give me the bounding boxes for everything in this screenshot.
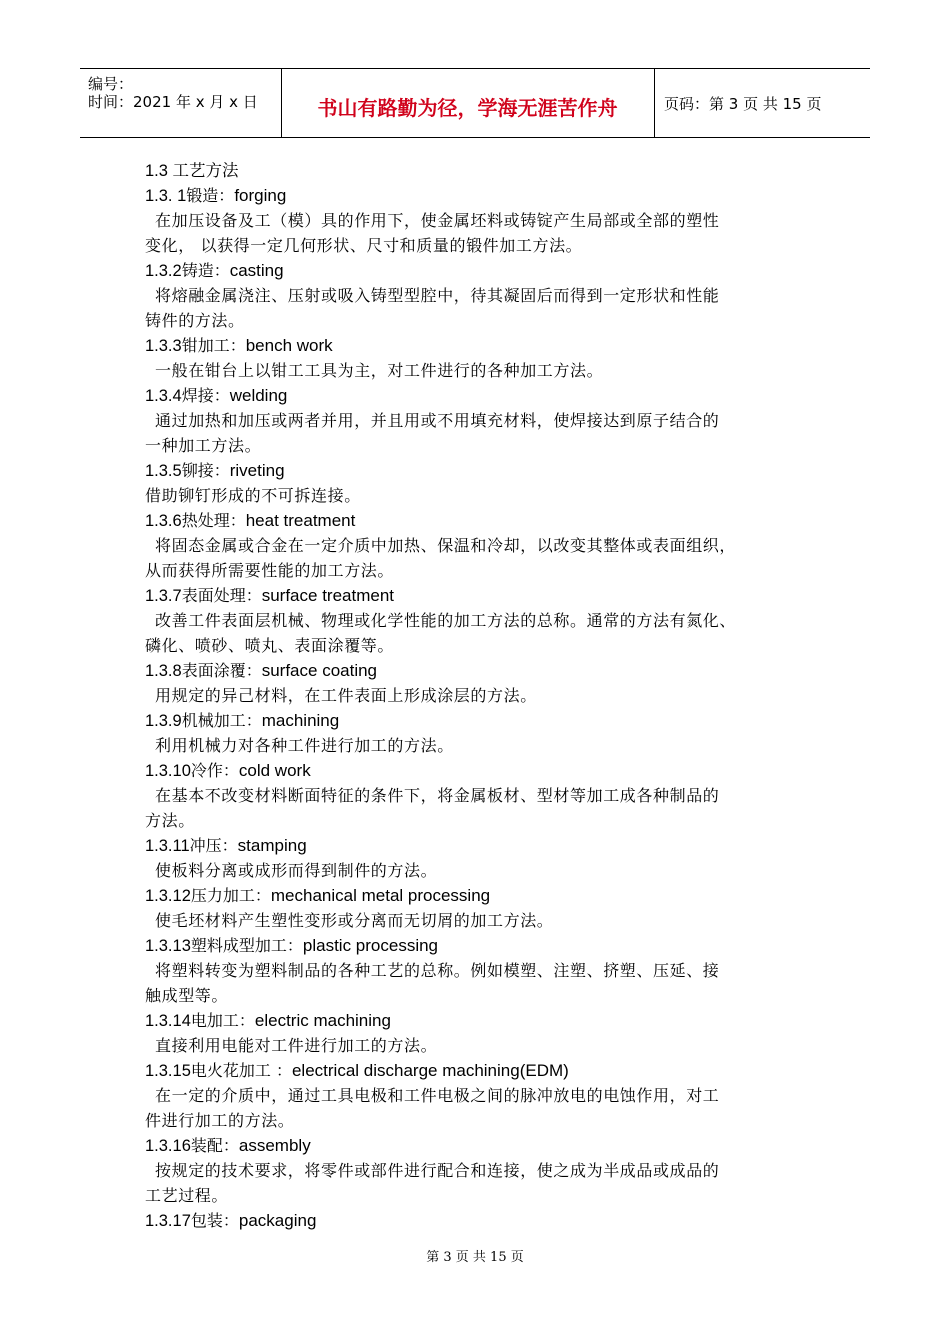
term-number: 1.3.17 [145, 1212, 191, 1230]
term-description-line: 铸件的方法。 [145, 311, 245, 330]
term-heading [145, 708, 825, 733]
term-chinese-name: 机械加工： [181, 711, 262, 730]
term-chinese-name: 铆接： [181, 461, 230, 480]
term-english-name: surface coating [261, 661, 378, 680]
term-english-name: assembly [238, 1136, 311, 1155]
term-chinese-name: 表面涂覆： [181, 661, 262, 680]
term-number: 1.3.11 [145, 837, 190, 855]
term-description-line: 磷化、喷砂、喷丸、表面涂覆等。 [145, 636, 395, 655]
document-body [145, 158, 825, 1233]
term-heading [145, 1208, 825, 1233]
term-heading [145, 758, 825, 783]
term-number: 1.3.2 [145, 262, 182, 280]
term-number: 1.3.6 [145, 512, 182, 530]
term-description-line: 使毛坯材料产生塑性变形或分离而无切屑的加工方法。 [155, 911, 554, 930]
term-chinese-name: 电加工： [190, 1011, 255, 1030]
term-description-line: 触成型等。 [145, 986, 229, 1005]
term-description-line: 在一定的介质中，通过工具电极和工件电极之间的脉冲放电的电蚀作用，对工 [155, 1086, 720, 1105]
term-english-name: packaging [238, 1211, 317, 1230]
term-description-line: 在基本不改变材料断面特征的条件下，将金属板材、型材等加工成各种制品的 [155, 786, 720, 805]
term-chinese-name: 焊接： [181, 386, 230, 405]
term-english-name: heat treatment [245, 511, 356, 530]
term-description-line: 利用机械力对各种工件进行加工的方法。 [155, 736, 454, 755]
term-description-line: 将熔融金属浇注、压射或吸入铸型型腔中，待其凝固后而得到一定形状和性能 [155, 286, 720, 305]
term-heading [145, 1133, 825, 1158]
term-english-name: surface treatment [261, 586, 394, 605]
term-english-name: bench work [245, 336, 333, 355]
page-header [80, 68, 870, 138]
term-description-line: 通过加热和加压或两者并用，并且用或不用填充材料，使焊接达到原子结合的 [155, 411, 720, 430]
term-chinese-name: 电火花加工 ： [190, 1061, 292, 1080]
term-english-name: forging [234, 186, 287, 205]
term-chinese-name: 钳加工： [181, 336, 246, 355]
term-number: 1.3.5 [145, 462, 182, 480]
term-english-name: stamping [237, 836, 307, 855]
term-chinese-name: 冲压： [189, 836, 238, 855]
term-english-name: casting [229, 261, 284, 280]
term-number: 1.3.7 [145, 587, 182, 605]
term-english-name: welding [229, 386, 288, 405]
term-description-line: 将塑料转变为塑料制品的各种工艺的总称。例如模塑、注塑、挤塑、压延、接 [155, 961, 720, 980]
term-number: 1.3.3 [145, 337, 182, 355]
term-chinese-name: 压力加工： [190, 886, 271, 905]
term-chinese-name: 锻造： [186, 186, 235, 205]
term-number: 1.3.16 [145, 1137, 191, 1155]
term-chinese-name: 冷作： [190, 761, 239, 780]
term-number: 1.3. 1 [145, 187, 187, 205]
term-description-line: 借助铆钉形成的不可拆连接。 [145, 486, 361, 505]
term-number: 1.3.9 [145, 712, 182, 730]
term-heading [145, 833, 825, 858]
header-motto-cell [281, 69, 655, 137]
term-heading [145, 883, 825, 908]
header-page-label: 页码：第 3 页 共 15 页 [664, 95, 822, 113]
term-number: 1.3.10 [145, 762, 191, 780]
term-heading [145, 1058, 825, 1083]
section-title-text: 1.3 工艺方法 [145, 162, 239, 180]
header-motto: 书山有路勤为径，学海无涯苦作舟 [317, 96, 618, 120]
term-chinese-name: 塑料成型加工： [190, 936, 303, 955]
term-chinese-name: 表面处理： [181, 586, 262, 605]
term-description-line: 一般在钳台上以钳工工具为主，对工件进行的各种加工方法。 [155, 361, 604, 380]
header-info-cell [80, 69, 282, 137]
document-number-label: 编号： [88, 75, 134, 93]
term-description-line: 将固态金属或合金在一定介质中加热、保温和冷却，以改变其整体或表面组织， [155, 536, 737, 555]
term-heading [145, 458, 825, 483]
term-heading [145, 333, 825, 358]
term-number: 1.3.13 [145, 937, 191, 955]
term-number: 1.3.14 [145, 1012, 191, 1030]
term-heading [145, 383, 825, 408]
document-date-label: 时间：2021 年 x 月 x 日 [88, 93, 258, 111]
term-number: 1.3.12 [145, 887, 191, 905]
term-number: 1.3.4 [145, 387, 182, 405]
term-description-line: 直接利用电能对工件进行加工的方法。 [155, 1036, 438, 1055]
term-description-line: 工艺过程。 [145, 1186, 229, 1205]
term-description-line: 变化， 以获得一定几何形状、尺寸和质量的锻件加工方法。 [145, 236, 583, 255]
term-english-name: cold work [238, 761, 311, 780]
term-chinese-name: 包装： [190, 1211, 239, 1230]
term-heading [145, 583, 825, 608]
term-description-line: 在加压设备及工（模）具的作用下，使金属坯料或铸锭产生局部或全部的塑性 [155, 211, 720, 230]
term-english-name: plastic processing [302, 936, 439, 955]
term-english-name: riveting [229, 461, 285, 480]
term-english-name: mechanical metal processing [270, 886, 491, 905]
term-heading [145, 658, 825, 683]
term-number: 1.3.8 [145, 662, 182, 680]
header-page-cell [655, 69, 870, 137]
term-heading [145, 933, 825, 958]
term-english-name: electric machining [254, 1011, 391, 1030]
term-english-name: machining [261, 711, 340, 730]
term-chinese-name: 热处理： [181, 511, 246, 530]
term-description-line: 从而获得所需要性能的加工方法。 [145, 561, 395, 580]
term-english-name: electrical discharge machining(EDM) [291, 1061, 569, 1080]
term-heading [145, 258, 825, 283]
term-description-line: 用规定的异己材料，在工件表面上形成涂层的方法。 [155, 686, 537, 705]
term-description-line: 方法。 [145, 811, 195, 830]
section-title [145, 158, 825, 183]
term-description-line: 改善工件表面层机械、物理或化学性能的加工方法的总称。通常的方法有氮化、 [155, 611, 737, 630]
term-description-line: 按规定的技术要求，将零件或部件进行配合和连接，使之成为半成品或成品的 [155, 1161, 720, 1180]
term-chinese-name: 装配： [190, 1136, 239, 1155]
term-chinese-name: 铸造： [181, 261, 230, 280]
term-description-line: 使板料分离或成形而得到制件的方法。 [155, 861, 438, 880]
page-footer: 第 3 页 共 15 页 [426, 1250, 524, 1265]
term-heading [145, 1008, 825, 1033]
term-description-line: 一种加工方法。 [145, 436, 262, 455]
term-number: 1.3.15 [145, 1062, 191, 1080]
term-description-line: 件进行加工的方法。 [145, 1111, 295, 1130]
term-heading [145, 183, 825, 208]
term-heading [145, 508, 825, 533]
